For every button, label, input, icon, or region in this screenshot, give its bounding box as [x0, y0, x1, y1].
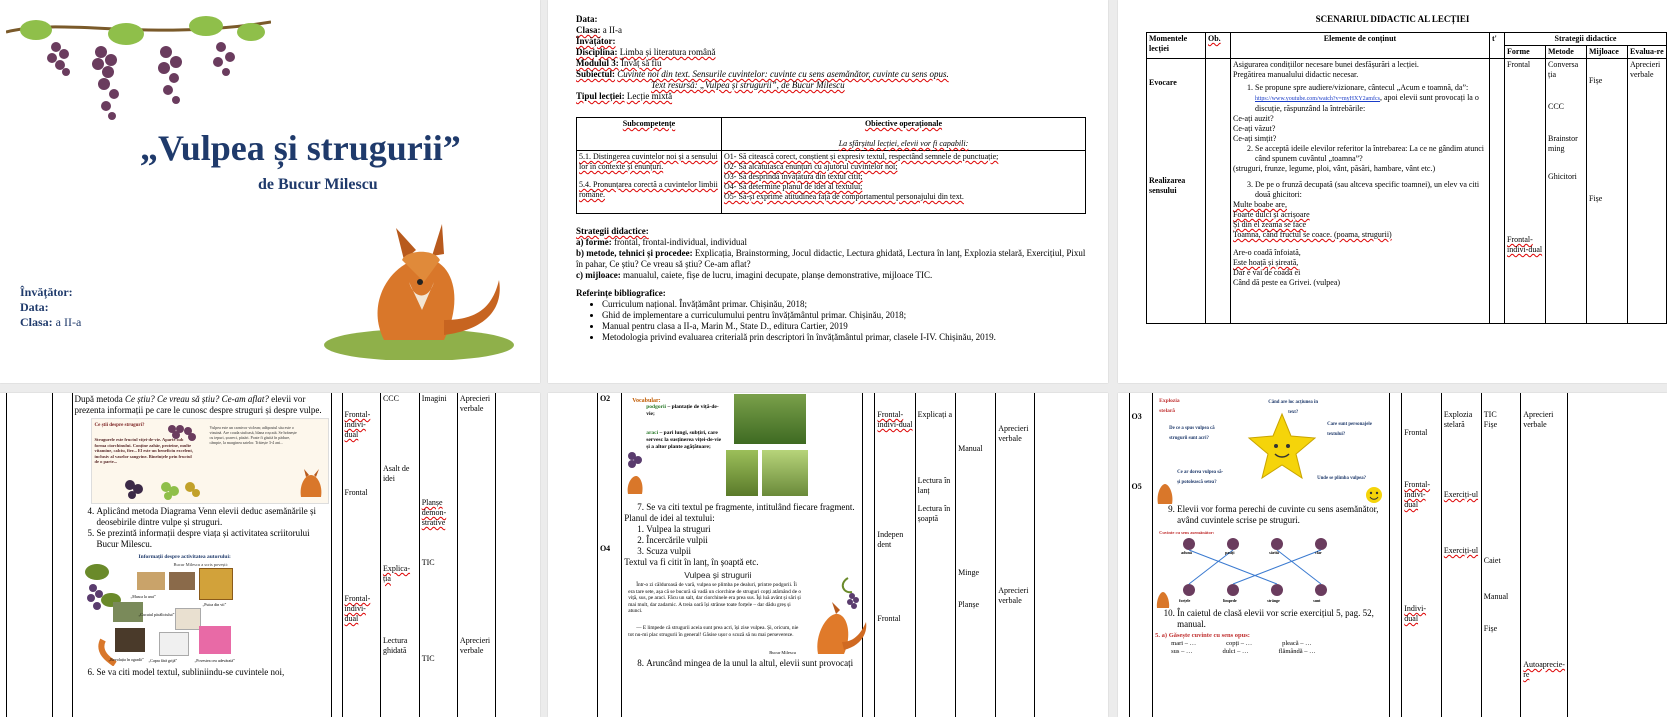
riddle-line: Multe boabe are, — [1233, 200, 1287, 209]
fox-illustration — [324, 220, 514, 360]
step-8: 8. Aruncând mingea de la unul la altul, elevii sunt provocați — [646, 658, 860, 669]
th-moments: Momentele lecției — [1149, 34, 1188, 53]
step-9: 9. Elevii vor forma perechi de cuvinte cu sens asemănător, având cuvintele scrise pe struguri. — [1177, 504, 1387, 526]
top-word: sărită — [1269, 550, 1279, 555]
riddle-line: Are-o coadă înfoiată, — [1233, 248, 1301, 257]
means-cell: Imagini — [421, 394, 447, 403]
question: Ce-ați văzut? — [1233, 124, 1276, 133]
th-means: Mijloace — [1589, 47, 1619, 56]
star-question: Unde se plimba vulpea? — [1317, 476, 1367, 481]
page-lesson-info[interactable] — [548, 0, 1108, 383]
vocabulary-word: araci — [646, 430, 659, 436]
teacher-label: Învățător: — [20, 285, 73, 299]
strategies-block — [576, 226, 1091, 281]
objective-o1: O1- Să citească corect, conștient și expresiv textul, respectând semnele de punctuație; — [724, 152, 999, 161]
means-cell: Caiet — [1483, 556, 1501, 565]
means-cell: Manual — [1483, 592, 1509, 601]
book-title: „Revoluția în ogradă” — [108, 657, 144, 662]
book-title: „Musca la arat” — [130, 594, 156, 599]
means-cell: Fișe — [1483, 420, 1498, 429]
vocabulary-definition: – pari lungi, subțiri, care servesc la susținerea viței-de-vie și a altor plante agățătoare; — [646, 430, 722, 450]
step-10: 10. În caietul de clasă elevii vor scrie exercițiul 5, pag. 52, manual. — [1177, 608, 1387, 630]
method-cell: Explica-ția — [382, 564, 411, 583]
methods-label: b) metode, tehnici și procedee: — [576, 248, 693, 258]
riddle-line: Este hoață și șireată, — [1233, 258, 1299, 267]
top-word: adună — [1181, 550, 1192, 555]
forms-value: frontal, frontal-individual, individual — [613, 237, 747, 247]
book-cover — [159, 632, 189, 656]
means-cell: TIC — [1483, 410, 1497, 419]
card-text-fox: Vulpea este un carnivor viclean; adăpostul său este o vizuină. Are coada stufoasă, blana roșcată. Se hrănește cu iepuri, șoareci, păsări. Poate fi găsită în pădure, câmpie, la marginea satelor. Trăiește 3-4 ani... — [209, 425, 297, 445]
means-cell: Minge — [958, 568, 979, 577]
vine-photo — [726, 450, 758, 496]
th-objectives: Obiective operaționale — [864, 119, 943, 128]
evaluation-cell: Autoaprecie-re — [1523, 660, 1565, 679]
class-label: Clasa: — [576, 25, 601, 35]
competence-table — [576, 117, 1086, 214]
lesson-author: de Bucur Milescu — [258, 176, 378, 193]
evaluation-cell: Aprecieri verbale — [998, 586, 1029, 605]
exercise-item: copți – … — [1226, 640, 1253, 647]
page-scenario-4[interactable] — [1118, 393, 1667, 717]
matching-lines — [1171, 536, 1341, 598]
vocabulary-item-2 — [646, 430, 724, 451]
step-7: 7. Se va citi textul pe fragmente, intitulând fiecare fragment. — [646, 502, 860, 513]
form-cell: Indepen dent — [877, 530, 904, 549]
lesson-header — [576, 14, 1096, 102]
method-cell: Lectura în lanț — [917, 476, 951, 495]
book-title: „Cucuiul păcăliciului” — [138, 612, 175, 617]
means-cell: Fișe — [1589, 194, 1603, 203]
class-value: a II-a — [602, 25, 622, 35]
exercise-row — [1155, 648, 1387, 656]
card-question: Ce știi despre struguri? — [94, 423, 145, 428]
top-word: clar — [1315, 550, 1322, 555]
exercise-item: sus – … — [1171, 648, 1193, 655]
intro-part: După metoda — [74, 394, 125, 404]
question: Ce-ați simțit? — [1233, 134, 1277, 143]
class-value: a II-a — [55, 315, 82, 329]
class-line — [20, 315, 81, 330]
fox-grapes-illustration — [808, 574, 872, 658]
grapevine-illustration — [6, 12, 271, 142]
intro-part: elevii vor prezenta informații pe care le cunosc despre struguri și despre vulpe. — [74, 394, 322, 415]
scenario-table — [1146, 32, 1667, 324]
method-cell: Exerciți-ul — [1443, 490, 1479, 499]
form-cell: Frontal — [344, 488, 368, 497]
exercise-title — [1155, 632, 1387, 640]
exercise-item: mari – … — [1171, 640, 1197, 647]
date-label: Data: — [576, 14, 598, 24]
content-step-text: Se propune spre audiere/vizionare, cântecul „Acum e toamnă, da”: — [1255, 83, 1469, 92]
method-cell: CCC — [382, 394, 399, 403]
method-cell: Lectura ghidată — [382, 636, 408, 655]
page-scenario[interactable] — [1118, 0, 1667, 383]
evaluation-cell: Aprecieri verbale — [1523, 410, 1554, 429]
content-step-1 — [1255, 83, 1487, 114]
book-cover — [199, 568, 233, 600]
form-cell: Indivi-dual — [1404, 604, 1427, 623]
subject-label: Subiectul: — [576, 69, 616, 79]
story-title: Vulpea și strugurii — [684, 570, 752, 580]
method-cell: CCC — [1548, 102, 1565, 111]
objective-ref: O4 — [599, 544, 611, 553]
scenario-title: SCENARIUL DIDACTIC AL LECȚIEI — [1315, 14, 1470, 24]
matching-title: Cuvinte cu sens asemănător: — [1159, 530, 1215, 535]
class-label: Clasa: — [20, 315, 53, 329]
evaluation-cell: Aprecieri verbale — [1630, 60, 1661, 79]
content-note: (struguri, frunze, legume, ploi, vânt, păsări, hambare, vânt etc.) — [1233, 164, 1436, 173]
objective-o3: O3- Să desprindă învățătura din textul citit; — [724, 172, 863, 181]
matching-exercise — [1155, 526, 1387, 608]
form-cell: Frontal-indivi-dual — [1507, 235, 1543, 254]
bottom-word: forțele — [1179, 598, 1191, 603]
question: Ce-ați auzit? — [1233, 114, 1274, 123]
book-cover — [137, 572, 165, 590]
objective-o2: O2- Să alcătuiască enunțuri cu ajutorul cuvintelor noi; — [724, 162, 898, 171]
means-value: manualul, caiete, fișe de lucru, imagini decupate, planșe demonstrative, mijloace TIC. — [622, 270, 933, 280]
method-cell: Explozia stelară — [1443, 410, 1473, 429]
form-cell: Frontal-indivi-dual — [344, 410, 371, 439]
star-question: Când are loc acțiunea în text? — [1268, 400, 1319, 415]
th-ob: Ob. — [1208, 34, 1221, 43]
objective-o5: O5- Să-și exprime atitudinea față de comportamentul personajului din text. — [724, 192, 964, 201]
scenario-table-cont — [6, 393, 496, 717]
star-explosion-panel — [1155, 394, 1387, 504]
reference-item: • Metodologia privind evaluarea criterială prin descriptori în învățământul primar, clasele I-IV. Chișinău, 2019. — [602, 332, 1091, 343]
fox-icon — [1155, 476, 1175, 504]
content-step-2: 2. Se acceptă ideile elevilor referitor la întrebarea: La ce ne gândim atunci când spunem cuvântul „toamna”? — [1255, 144, 1487, 164]
exercise-item: pleacă – … — [1282, 640, 1312, 647]
module-value: Învăț să fiu — [621, 58, 662, 68]
star-question: Care sunt personajele textului? — [1327, 422, 1372, 437]
means-cell: TIC — [421, 558, 435, 567]
methods-value: Explicația, Brainstorming, Jocul didactic, Lectura ghidată, Lectura în lanț, Explozia stelară, Exercițiul, Pixul în pahar, Ce știu? Ce vreau să știu? Ce-am aflat? — [576, 248, 1086, 269]
objective-o4: O4- Să determine planul de idei al textului; — [724, 182, 863, 191]
th-time: t' — [1492, 34, 1497, 43]
author-info-collage — [79, 552, 325, 667]
riddle-line: Dar e vai de coada ei — [1233, 268, 1301, 277]
vocabulary-word: podgorii — [646, 404, 667, 410]
th-subcompetence: Subcompetențe — [622, 119, 676, 128]
fox-icon — [1155, 586, 1171, 608]
form-cell: Frontal-indivi-dual — [344, 594, 371, 623]
bottom-word: strânge — [1267, 598, 1280, 603]
bottom-word: limpede — [1223, 598, 1237, 603]
fox-icon — [297, 469, 325, 499]
means-cell: Manual — [958, 444, 983, 453]
book-title: „Povestea cea adevărată” — [194, 658, 235, 663]
th-evaluation: Evalua-re — [1630, 47, 1664, 56]
objectives-intro: La sfârșitul lecției, elevii vor fi capabili: — [838, 139, 969, 148]
reference-item: • Curriculum național. Învățământ primar. Chișinău, 2018; — [602, 299, 1091, 310]
moment-realizarea-sensului: Realizarea sensului — [1149, 176, 1186, 195]
content-step-3: 3. De pe o frunză decupată (sau altceva specific toamnei), un elev va citi două ghicitori: — [1255, 180, 1487, 200]
plan-item: 1. Vulpea la struguri — [646, 524, 860, 535]
discipline-label: Disciplina: — [576, 47, 618, 57]
form-cell: Frontal — [1404, 428, 1428, 437]
references-title: Referințe bibliografice: — [576, 288, 666, 298]
form-cell: Frontal — [877, 614, 901, 623]
grapes-info-card — [91, 418, 329, 504]
exercise-item: flămândă – … — [1278, 648, 1316, 655]
author-info-sub: Bucur Milescu a scris povești: — [173, 562, 228, 567]
means-cell: Fișe — [1589, 76, 1603, 85]
means-cell: Fișe — [1483, 624, 1498, 633]
step-6: 6. Se va citi model textul, subliniindu-se cuvintele noi, — [97, 667, 329, 678]
method-cell: Brainstor ming — [1548, 134, 1578, 153]
riddle-line: Când dă peste ea Grivei. (vulpea) — [1233, 278, 1341, 287]
grapes-photo — [122, 477, 202, 501]
exercise-row — [1155, 640, 1387, 648]
star-question: De ce a spus vulpea că strugurii sunt acri? — [1169, 426, 1215, 441]
story-paragraph: Într-o zi călduroasă de vară, vulpea se plimba pe dealuri, printre podgorii. Îi era tare sete, așa că se bucură să vadă un ciorchine de struguri copți atârnând de o viță, sus, pe araci. Făcu un salt, dar ciorchinele era prea sus. Își luă avânt și sări și mai mult, dar zadarnic. A treia oară își strânse toate forțele – dar dădu greș și atunci. — [628, 582, 802, 615]
vineyard-photo — [734, 394, 806, 444]
objective-ref: O2 — [599, 394, 611, 403]
means-cell: TIC — [421, 654, 435, 663]
author-info-title: Informații despre activitatea autorului: — [138, 554, 231, 560]
star-title: Explozia stelară — [1159, 398, 1180, 414]
th-forms: Forme — [1507, 47, 1530, 56]
form-cell: Frontal-indivi-dual — [1404, 480, 1431, 509]
book-cover — [175, 608, 201, 630]
vocabulary-definition: – plantație de viță-de-vie; — [646, 404, 719, 417]
support-text: Text resursă: „Vulpea și strugurii”, de Bucur Milescu — [651, 80, 845, 90]
star-icon — [1247, 412, 1317, 480]
step-4: 4. Aplicând metoda Diagrama Venn elevii deduc asemănările și deosebirile dintre vulpe și struguri. — [97, 506, 329, 528]
grapes-icon — [624, 450, 644, 496]
plan-item: 3. Scuza vulpii — [646, 546, 860, 557]
exercise-title-text: 5. a) Găsește cuvinte cu sens opus: — [1155, 632, 1250, 639]
objective-ref: O3 — [1131, 412, 1142, 421]
story-panel — [624, 570, 860, 658]
book-cover — [115, 628, 145, 652]
th-strategies: Strategii didactice — [1554, 34, 1617, 43]
evaluation-cell: Aprecieri verbale — [998, 424, 1029, 443]
subcompetence-2: 5.4. Pronunțarea corectă a cuvintelor limbii române. — [579, 180, 718, 199]
reading-note: Textul va fi citit în lanț, în șoaptă etc. — [624, 557, 759, 567]
intro-text — [75, 394, 329, 416]
discipline-value: Limba și literatura română — [619, 47, 716, 57]
plan-title: Planul de idei al textului: — [624, 513, 715, 523]
lesson-type-value: Lecție mixtă — [626, 91, 673, 101]
smiley-icon — [1365, 486, 1383, 504]
riddle-line: Toamna, când fructul se coace. (poama, strugurii) — [1233, 230, 1392, 239]
evaluation-cell: Aprecieri verbale — [459, 394, 491, 413]
moment-evocare: Evocare — [1149, 78, 1177, 87]
method-cell: Exerciți-ul — [1443, 546, 1479, 555]
page-scenario-2[interactable] — [0, 393, 540, 717]
method-cell: Explicați a — [917, 410, 953, 419]
means-cell: Planșe — [958, 600, 979, 609]
objective-ref: O5 — [1131, 482, 1142, 491]
th-methods: Metode — [1548, 47, 1574, 56]
subject-value: Cuvinte noi din text. Sensurile cuvintelor: cuvinte cu sens asemănător, cuvinte cu sens opus. — [617, 69, 949, 79]
means-label: c) mijloace: — [576, 270, 621, 280]
book-title: „Capra fără grijă” — [148, 658, 178, 663]
card-text: Strugurele este fructul viței-de-vie. Aparte sub forma ciorchinului. Conține zahăr, proteine, multe vitamine, calciu, fier... El este un beneficiu excelent, inclusiv al vaselor sangvine. Bineînțele prin fructul de o parte... — [94, 437, 193, 464]
exercise-item: dulci – … — [1222, 648, 1249, 655]
method-cell: Conversa ția — [1548, 60, 1579, 79]
intro-method: Ce știu? Ce vreau să știu? Ce-am aflat? — [124, 394, 269, 404]
riddle-line: Și din el zeama se face — [1233, 220, 1307, 229]
top-word: pasiți — [1225, 550, 1235, 555]
vocabulary-title: Vocabular: — [632, 398, 661, 404]
content-line: Asigurarea condițiilor necesare bunei desfășurări a lecției. — [1233, 60, 1419, 69]
references-block — [576, 288, 1091, 343]
reference-item: • Ghid de implementare a curriculumului pentru învățământul primar. Chișinău, 2018; — [602, 310, 1091, 321]
story-author: Bucur Milescu — [769, 650, 796, 655]
evaluation-cell: Aprecieri verbale — [459, 636, 491, 655]
book-cover — [169, 572, 195, 590]
reference-item: • Manual pentru clasa a II-a, Marin M., State D., editura Cartier, 2019 — [602, 321, 1091, 332]
date-label: Data: — [20, 300, 49, 314]
star-question: Ce ar dorea vulpea să-și potolească setea? — [1177, 470, 1224, 485]
form-cell: Frontal — [1507, 60, 1531, 69]
method-cell: Ghicitori — [1548, 172, 1577, 181]
story-paragraph: — E limpede că strugurii aceia sunt prea acri, își zise vulpea. Și, oricum, nie tot nu-mi plac strugurii în general! Găsise ușor o scuză să nu mai persevereze. — [628, 625, 799, 638]
exercise-5 — [1155, 632, 1387, 656]
forms-label: a) forme: — [576, 237, 612, 247]
vocabulary-panel — [624, 394, 860, 502]
method-cell: Lectura în șoaptă — [917, 504, 951, 523]
page-scenario-3[interactable] — [548, 393, 1108, 717]
method-cell: Asalt de idei — [382, 464, 410, 483]
book-title: „Puica din vii” — [202, 602, 227, 607]
step-5: 5. Se prezintă informații despre viața și activitatea scriitorului Bucur Milescu. — [97, 528, 329, 550]
song-link[interactable]: https://www.youtube.com/watch?v=myHXY2amfcs — [1255, 96, 1380, 102]
strategies-title: Strategii didactice: — [576, 226, 649, 236]
subcompetence-1: 5.1. Distingerea cuvintelor noi și a sensului lor în contexte și enunțuri. — [579, 152, 718, 171]
book-cover — [199, 626, 231, 654]
form-cell: Frontal-indivi-dual — [877, 410, 913, 429]
content-line: Pregătirea manualului didactic necesar. — [1233, 70, 1359, 79]
riddle-line: Foarte dulci și acrișoare — [1233, 210, 1310, 219]
plan-item: 2. Încercările vulpii — [646, 535, 860, 546]
bottom-word: sunt — [1313, 598, 1321, 603]
module-label: Modulul 3: — [576, 58, 619, 68]
page-cover[interactable] — [0, 0, 540, 383]
lesson-title: „Vulpea și strugurii” — [140, 128, 461, 168]
scenario-table-cont — [1118, 393, 1568, 717]
content-step-text: , apoi elevii sunt provocați la o discuție, răspunzând la întrebările: — [1255, 93, 1479, 113]
scenario-table-cont — [548, 393, 1035, 717]
teacher-label: Învățător: — [576, 36, 616, 46]
vocabulary-item-1 — [646, 404, 722, 418]
stakes-photo — [762, 450, 808, 496]
th-content: Elemente de conținut — [1323, 34, 1397, 43]
means-cell: Planșe demon-strative — [421, 498, 447, 527]
lesson-type-label: Tipul lecției: — [576, 91, 625, 101]
